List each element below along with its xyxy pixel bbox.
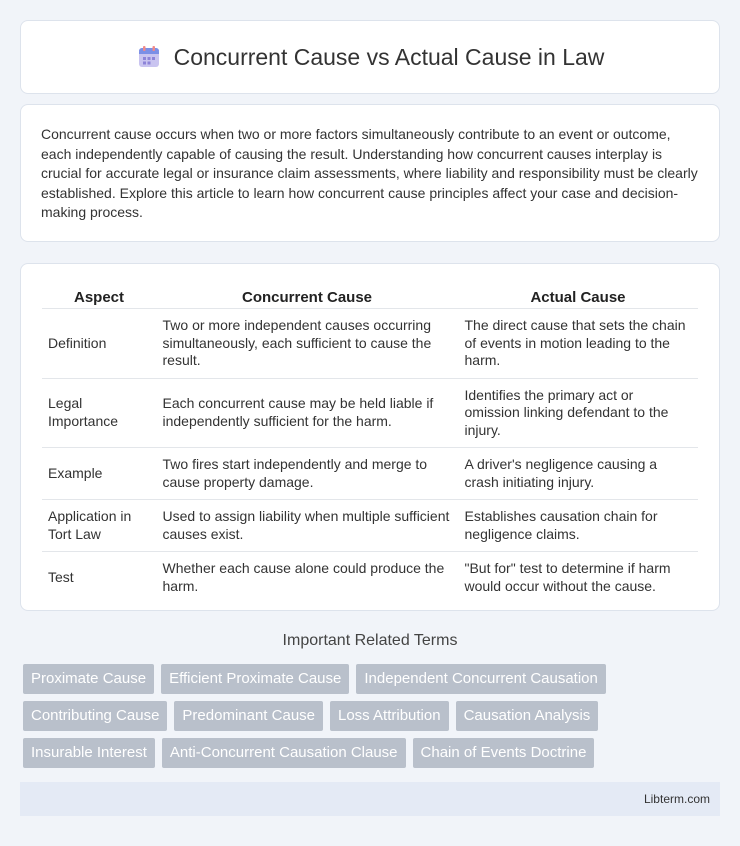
concurrent-cell: Two or more independent causes occurring simultaneously, each sufficient to cause the result. (156, 309, 458, 379)
related-term-tag[interactable]: Anti-Concurrent Causation Clause (162, 738, 406, 768)
aspect-cell: Application in Tort Law (42, 500, 156, 552)
table-row (42, 309, 698, 379)
table-row (42, 500, 698, 552)
related-term-tag[interactable]: Proximate Cause (23, 664, 154, 694)
aspect-cell: Definition (42, 309, 156, 379)
aspect-cell: Legal Importance (42, 378, 156, 448)
column-header-aspect: Aspect (42, 284, 156, 309)
aspect-cell: Example (42, 448, 156, 500)
footer (20, 782, 720, 816)
table-header-row (42, 284, 698, 309)
title-wrap (136, 44, 605, 71)
related-term-tag[interactable]: Chain of Events Doctrine (413, 738, 595, 768)
related-term-tag[interactable]: Independent Concurrent Causation (356, 664, 606, 694)
related-term-tag[interactable]: Predominant Cause (174, 701, 323, 731)
actual-cell: Identifies the primary act or omission linking defendant to the injury. (458, 378, 698, 448)
related-term-tag[interactable]: Causation Analysis (456, 701, 599, 731)
column-header-actual: Actual Cause (458, 284, 698, 309)
concurrent-cell: Each concurrent cause may be held liable if independently sufficient for the harm. (156, 378, 458, 448)
intro-card (20, 104, 720, 242)
related-term-tag[interactable]: Loss Attribution (330, 701, 449, 731)
actual-cell: The direct cause that sets the chain of events in motion leading to the harm. (458, 309, 698, 379)
related-terms-title: Important Related Terms (282, 632, 458, 649)
table-row (42, 552, 698, 604)
concurrent-cell: Two fires start independently and merge to cause property damage. (156, 448, 458, 500)
footer-site-link[interactable]: Libterm.com (643, 792, 710, 806)
comparison-table (42, 284, 698, 603)
related-term-tag[interactable]: Efficient Proximate Cause (161, 664, 349, 694)
comparison-table-card (20, 263, 720, 611)
header-card (20, 20, 720, 94)
aspect-cell: Test (48, 568, 74, 585)
actual-cell: "But for" test to determine if harm would occur without the cause. (458, 552, 698, 604)
calendar-icon (136, 44, 162, 70)
concurrent-cell: Used to assign liability when multiple sufficient causes exist. (156, 500, 458, 552)
page-title: Concurrent Cause vs Actual Cause in Law (173, 43, 605, 70)
table-row (42, 378, 698, 448)
related-terms-list (23, 664, 723, 768)
related-term-tag[interactable]: Contributing Cause (23, 701, 167, 731)
table-row (42, 448, 698, 500)
actual-cell: A driver's negligence causing a crash initiating injury. (458, 448, 698, 500)
actual-cell: Establishes causation chain for negligence claims. (458, 500, 698, 552)
related-term-tag[interactable]: Insurable Interest (23, 738, 155, 768)
column-header-concurrent: Concurrent Cause (156, 284, 458, 309)
intro-text: Concurrent cause occurs when two or more factors simultaneously contribute to an event or outcome, each independently capable of causing the result. Understanding how concurrent causes interplay is crucial for accurate legal or insurance claim assessments, where liability and responsibility must be clearly established. Explore this article to learn how concurrent cause principles affect your case and decision-making process. (41, 126, 698, 220)
concurrent-cell: Whether each cause alone could produce the harm. (156, 552, 458, 604)
